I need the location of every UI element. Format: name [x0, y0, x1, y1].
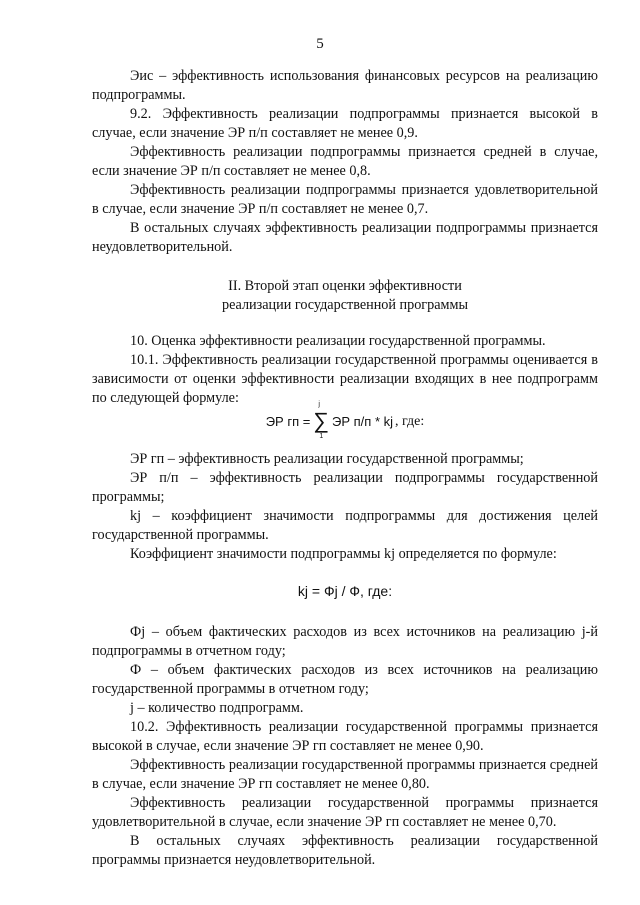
paragraph: В остальных случаях эффективность реализации государственной программы признается неудовлетворительной. — [92, 833, 598, 868]
definition: kj – коэффициент значимости подпрограммы для достижения целей государственной программы. — [92, 508, 598, 543]
paragraph: 10.2. Эффективность реализации государственной программы признается высокой в случае, если значение ЭР гп составляет не менее 0,90. — [92, 719, 598, 754]
formula-lhs: ЭР гп = — [265, 413, 311, 429]
definition: ЭР п/п – эффективность реализации подпрограммы государственной программы; — [92, 470, 598, 505]
sum-lower-limit: 1 — [319, 433, 324, 440]
paragraph: 9.2. Эффективность реализации подпрограммы признается высокой в случае, если значение ЭР п/п составляет не менее 0,9. — [92, 106, 598, 141]
page-number: 5 — [316, 36, 324, 52]
sum-symbol: ∑ j 1 — [313, 401, 330, 440]
paragraph-10: 10. Оценка эффективности реализации государственной программы. — [130, 333, 546, 349]
formula-suffix: , где: — [395, 413, 425, 429]
paragraph: Эффективность реализации государственной программы признается средней в случае, если значение ЭР гп составляет не менее 0,80. — [92, 757, 598, 792]
paragraph-10-1: 10.1. Эффективность реализации государственной программы оценивается в зависимости от оценки эффективности реализации входящих в нее подпрограмм по следующей формуле: — [92, 352, 598, 406]
section-heading-line2: реализации государственной программы — [221, 297, 469, 313]
paragraph: Эффективность реализации подпрограммы признается средней в случае, если значение ЭР п/п составляет не менее 0,8. — [92, 144, 598, 179]
document-body — [92, 67, 598, 870]
coefficient-intro: Коэффициент значимости подпрограммы kj определяется по формуле: — [130, 546, 557, 562]
formula-rhs: ЭР п/п * kj — [332, 413, 394, 429]
definition: Ф – объем фактических расходов из всех источников на реализацию государственной программы в отчетном году; — [92, 662, 598, 697]
formula-kj: kj = Фj / Ф, где: — [297, 583, 393, 599]
section-heading-line1: II. Второй этап оценки эффективности — [228, 278, 462, 294]
paragraph: Эис – эффективность использования финансовых ресурсов на реализацию подпрограммы. — [92, 68, 598, 103]
section-heading — [92, 277, 598, 315]
sum-upper-limit: j — [318, 401, 320, 408]
definition: j – количество подпрограмм. — [130, 700, 304, 716]
paragraph: Эффективность реализации подпрограммы признается удовлетворительной в случае, если значение ЭР п/п составляет не менее 0,7. — [92, 182, 598, 217]
paragraph: Эффективность реализации государственной программы признается удовлетворительной в случае, если значение ЭР гп составляет не менее 0,70. — [92, 795, 598, 830]
paragraph: В остальных случаях эффективность реализации подпрограммы признается неудовлетворительной. — [92, 220, 598, 255]
formula-er-gp — [92, 401, 598, 444]
definition: ЭР гп – эффективность реализации государственной программы; — [130, 451, 524, 467]
definition: Фj – объем фактических расходов из всех источников на реализацию j-й подпрограммы в отчетном году; — [92, 624, 598, 659]
